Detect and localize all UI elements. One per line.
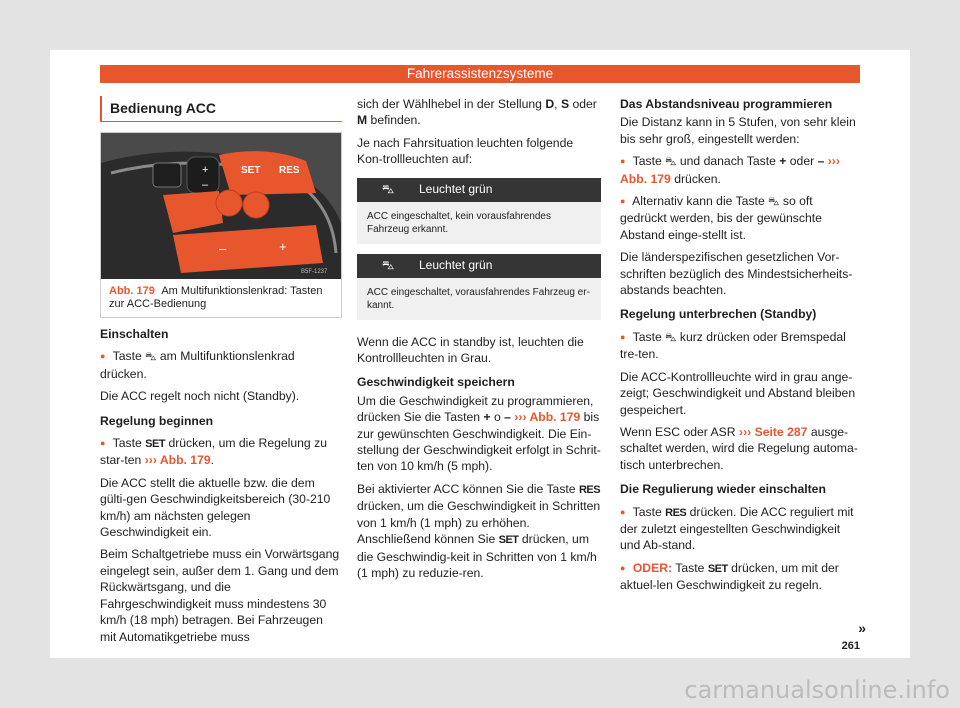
bullet-oder <box>620 560 860 594</box>
column-1 <box>100 96 342 645</box>
gear-d: D <box>545 97 555 111</box>
figure-caption-text: Am Multifunktionslenkrad: Tasten zur ACC-Bedienung <box>109 285 323 310</box>
bullet-taste-acc <box>100 348 342 382</box>
figure-reference-link[interactable]: ››› Abb. 179 <box>620 154 840 186</box>
minus-button-label: – <box>219 241 227 256</box>
heading-regelung-beginnen: Regelung beginnen <box>100 413 214 428</box>
text: drücken, um die Geschwindig-keit in Schritten von 1 km/h (1 mph) zu reduzie-ren. <box>357 532 597 580</box>
gear-s: S <box>560 97 570 111</box>
text: kurz drücken oder Bremspedal tre-ten. <box>620 329 846 362</box>
text: Bei aktivierter ACC können Sie die Taste <box>357 481 576 496</box>
paragraph <box>620 424 860 473</box>
text: Taste <box>632 154 662 169</box>
text: drücken. <box>674 171 721 186</box>
text: Taste <box>632 329 662 344</box>
column-2 <box>357 96 601 581</box>
indicator-description: ACC eingeschaltet, vorausfahrendes Fahrzeug er-kannt. <box>367 286 590 311</box>
text: am Multifunktionslenkrad drücken. <box>100 349 295 381</box>
text: Taste <box>632 504 662 519</box>
distance-icon: ⛍ <box>665 156 677 169</box>
heading-abstand: Das Abstandsniveau programmieren <box>620 97 833 111</box>
indicator-title: Leuchtet grün <box>419 182 493 197</box>
text: . <box>210 453 215 468</box>
wheel-minus-label: – <box>202 179 209 191</box>
bullet-res <box>620 504 860 554</box>
res-key-label: RES <box>665 506 687 519</box>
text: Wenn ESC oder ASR <box>620 424 736 439</box>
acc-car-icon: ⛍ <box>381 182 395 197</box>
bullet-taste-set <box>100 435 342 469</box>
paragraph: Wenn die ACC in standby ist, leuchten die Kontrollleuchten in Grau. <box>357 334 584 366</box>
paragraph: Die länderspezifischen gesetzlichen Vor-schriften bezüglich des Mindestsicherheits-abstands beachten. <box>620 250 853 298</box>
paragraph: Beim Schaltgetriebe muss ein Vorwärtsgang eingelegt sein, außer dem 1. Gang und dem Rückwärtsgang, und die Fahrgeschwindigkeit muss mindestens 30 km/h (18 mph) betragen. Bei Fahrzeugen mit Automatikgetriebe muss <box>100 547 340 644</box>
gear-m: M <box>357 113 368 128</box>
text: drücken, um die Regelung zu star-ten <box>100 436 327 468</box>
text: sich der Wählhebel in der Stellung <box>357 97 542 111</box>
heading-einschalten: Einschalten <box>100 327 169 341</box>
figure-reference-link[interactable]: ››› Abb. 179 <box>514 410 581 425</box>
text: oder <box>572 97 597 111</box>
oder-label: ODER: <box>632 560 673 575</box>
paragraph <box>357 481 601 581</box>
figure-code: B5F-1237 <box>301 269 328 275</box>
paragraph: Die Distanz kann in 5 Stufen, von sehr klein bis sehr groß, eingestellt werden: <box>620 115 856 146</box>
indicator-header <box>357 254 601 278</box>
set-button-label: SET <box>241 165 261 176</box>
paragraph: Die ACC stellt die aktuelle bzw. die dem gülti-gen Geschwindigkeitsbereich (30-210 km/h) am nächsten gelegen Geschwindigkeit ein. <box>100 475 331 540</box>
manual-page <box>50 50 910 658</box>
page-header: Fahrerassistenzsysteme <box>100 65 860 83</box>
text: oder <box>789 154 815 169</box>
acc-icon: ⛍ <box>145 351 157 364</box>
bullet-alternativ <box>620 193 860 243</box>
heading-standby: Regelung unterbrechen (Standby) <box>620 307 817 322</box>
text: Taste <box>112 349 142 364</box>
text: drücken, um die Geschwindigkeit in Schritten von 1 km/h (1 mph) zu erhöhen. Anschließend können Sie <box>357 499 601 547</box>
steering-wheel-svg <box>101 133 341 279</box>
paragraph <box>357 393 601 475</box>
continued-arrow: » <box>858 620 866 636</box>
steering-wheel-illustration <box>101 133 341 279</box>
res-button-label: RES <box>279 165 300 176</box>
acc-car-ahead-icon: ⛍ <box>381 258 395 273</box>
set-key-label: SET <box>498 534 519 547</box>
wheel-plus-label: + <box>202 164 209 176</box>
indicator-box-2 <box>357 254 601 320</box>
indicator-header <box>357 178 601 202</box>
acc-icon: ⛍ <box>665 331 677 344</box>
indicator-description: ACC eingeschaltet, kein vorausfahrendes Fahrzeug erkannt. <box>367 210 551 235</box>
bullet-abstand <box>620 153 860 187</box>
figure-reference-link[interactable]: ››› Abb. 179 <box>144 453 211 468</box>
page-reference-link[interactable]: ››› Seite 287 <box>739 424 808 439</box>
plus-key: + <box>483 410 491 425</box>
watermark: carmanualsonline.info <box>684 676 950 704</box>
figure-caption <box>101 279 341 317</box>
heading-wieder-einschalten: Die Regulierung wieder einschalten <box>620 482 826 497</box>
paragraph: Je nach Fahrsituation leuchten folgende Kon-trollleuchten auf: <box>357 135 574 167</box>
heading-geschwindigkeit-speichern: Geschwindigkeit speichern <box>357 375 515 390</box>
indicator-title: Leuchtet grün <box>419 258 493 273</box>
section-title: Bedienung ACC <box>100 96 342 122</box>
text: bis zur gewünschten Geschwindigkeit. Die Ein-stellung der Geschwindigkeit erfolgt in Schrit-ten von 10 km/h (5 mph). <box>357 410 601 474</box>
paragraph: sich der Wählhebel in der Stellung D, S oder M befinden. <box>357 97 597 128</box>
minus-key: – <box>817 154 825 169</box>
bullet-standby <box>620 329 860 363</box>
plus-key: + <box>779 154 787 169</box>
text: Alternativ kann die Taste <box>632 194 765 209</box>
set-key-label: SET <box>707 562 728 575</box>
paragraph: Die ACC regelt noch nicht (Standby). <box>100 389 300 404</box>
plus-button-label: + <box>279 239 287 254</box>
text: o <box>494 410 501 425</box>
text: Taste <box>675 560 705 575</box>
column-3 <box>620 96 860 594</box>
text: ausge-schaltet werden, wird die Regelung automa-tisch unterbrechen. <box>620 424 858 472</box>
page-number: 261 <box>841 640 860 652</box>
text: befinden. <box>370 113 421 128</box>
set-key-label: SET <box>145 438 166 451</box>
figure-179 <box>100 132 342 318</box>
text: Um die Geschwindigkeit zu programmieren, drücken Sie die Tasten <box>357 393 594 425</box>
text: Taste <box>112 436 142 451</box>
text: und danach Taste <box>679 154 776 169</box>
text: drücken. Die ACC reguliert mit der zuletzt eingestellten Geschwindigkeit und Ab-stand. <box>620 504 854 553</box>
paragraph: Die ACC-Kontrollleuchte wird in grau ange-zeigt; Geschwindigkeit und Abstand bleiben gespeichert. <box>620 369 856 417</box>
distance-icon: ⛍ <box>768 196 780 209</box>
res-key-label: RES <box>578 483 601 496</box>
figure-number: Abb. 179 <box>109 285 155 297</box>
text: so oft gedrückt werden, bis der gewünschte Abstand einge-stellt ist. <box>620 194 822 242</box>
minus-key: – <box>504 410 511 425</box>
text: drücken, um mit der aktuel-len Geschwindigkeit zu regeln. <box>620 560 839 593</box>
indicator-box-1 <box>357 178 601 244</box>
